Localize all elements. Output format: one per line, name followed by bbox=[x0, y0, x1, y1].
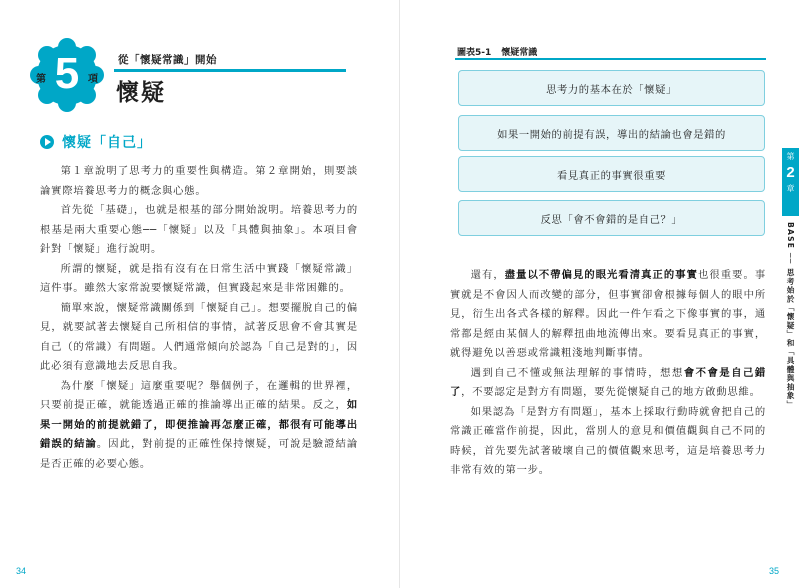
body-text: 所謂的懷疑，就是指有沒有在日常生活中實踐「懷疑常識」這件事。雖然大家常說要懷疑常識，但實踐起來是非常困難的。 bbox=[40, 262, 358, 294]
right-paragraph bbox=[450, 403, 766, 481]
chapter-subtitle: 從「懷疑常識」開始 bbox=[118, 54, 217, 66]
body-text: 還有， bbox=[470, 269, 505, 281]
left-paragraph bbox=[40, 260, 358, 299]
right-paragraph bbox=[450, 266, 766, 364]
body-text: 如果認為「是對方有問題」，基本上採取行動時就會把自己的常識正確當作前提，因此，當別人的意見和價值觀與自己不同的時候，首先要先試著破壞自己的價值觀來思考，這是培養思考力非常有效的第一步。 bbox=[450, 405, 766, 476]
body-text: 為什麼「懷疑」這麼重要呢？舉個例子，在邏輯的世界裡，只要前提正確，就能透過正確的推論導出正確的結果。反之， bbox=[40, 379, 358, 411]
title-rule bbox=[114, 69, 346, 72]
body-text: 。因此，對前提的正確性保持懷疑，可說是驗證結論是否正確的必要心態。 bbox=[40, 438, 359, 470]
body-text: 簡單來說，懷疑常識關係到「懷疑自己」。想要擺脫自己的偏見，就要試著去懷疑自己所相信的事情，試著反思會不會其實是自己（的常識）有問題。人們通常傾向於認為「自己是對的」，因此必須有意識地去反思自我。 bbox=[40, 301, 358, 372]
figure-box-2: 如果一開始的前提有誤，導出的結論也會是錯的 bbox=[458, 115, 765, 151]
figure-rule bbox=[455, 58, 766, 60]
figure-label bbox=[457, 45, 547, 58]
right-body-text bbox=[450, 266, 766, 481]
page-title: 懷疑 bbox=[116, 80, 166, 106]
body-text: ，不要認定是對方有問題，要先從懷疑自己的地方啟動思維。 bbox=[461, 386, 761, 398]
right-paragraph bbox=[450, 364, 766, 403]
side-tab-top: 第 bbox=[786, 152, 795, 161]
right-page bbox=[400, 0, 799, 588]
left-body-text bbox=[40, 162, 358, 474]
figure-title: 懷疑常識 bbox=[501, 48, 538, 58]
side-tab-bottom: 章 bbox=[786, 184, 795, 193]
emphasis-text: 如果一開始的前提就錯了，即便推論再怎麼正確，都很有可能導出錯誤的結論 bbox=[40, 399, 358, 450]
side-tab-number: 2 bbox=[786, 164, 795, 181]
figure-box-3: 看見真正的事實很重要 bbox=[458, 156, 765, 192]
figure-number: 圖表5-1 bbox=[457, 48, 492, 58]
body-text: 首先從「基礎」，也就是根基的部分開始說明。培養思考力的根基是兩大重要心態──「懷疑」以及「具體與抽象」。本項目會針對「懷疑」進行說明。 bbox=[40, 204, 358, 255]
chapter-side-text: BASE ── 思考始於「懷疑」和「具體與抽象」 bbox=[786, 222, 795, 410]
page-number-left: 34 bbox=[16, 566, 27, 576]
figure-box-4: 反思「會不會錯的是自己？」 bbox=[458, 200, 765, 236]
left-paragraph bbox=[40, 201, 358, 260]
emphasis-text: 會不會是自己錯了 bbox=[450, 366, 766, 398]
page-number-right: 35 bbox=[768, 566, 779, 576]
badge-number: 5 bbox=[54, 49, 80, 98]
body-text: 第１章說明了思考力的重要性與構造。第２章開始，則要談論實際培養思考力的概念與心態。 bbox=[40, 165, 358, 197]
body-text: 遇到自己不懂或無法理解的事情時，想想 bbox=[470, 366, 684, 379]
figure-box-1: 思考力的基本在於「懷疑」 bbox=[458, 70, 765, 106]
play-icon bbox=[40, 135, 54, 149]
body-text: 也很重要。事實就是不會因人而改變的部分，但事實卻會根據每個人的眼中所見，衍生出各式各樣的解釋。因此一件乍看之下像事實的事，通常都是經由某個人的解釋扭曲地流傳出來。要看見真正的事實，就得避免以善惡或常識粗淺地判斷事情。 bbox=[450, 269, 766, 359]
chapter-side-tab bbox=[782, 148, 799, 216]
emphasis-text: 盡量以不帶偏見的眼光看清真正的事實 bbox=[504, 269, 699, 281]
left-paragraph bbox=[40, 377, 358, 475]
left-page bbox=[0, 0, 399, 588]
left-paragraph bbox=[40, 162, 358, 201]
badge-suffix: 項 bbox=[88, 74, 98, 85]
item-badge bbox=[30, 38, 104, 112]
section-heading bbox=[40, 132, 152, 152]
section-title: 懷疑「自己」 bbox=[62, 135, 152, 151]
left-paragraph bbox=[40, 299, 358, 377]
badge-prefix: 第 bbox=[36, 74, 46, 85]
